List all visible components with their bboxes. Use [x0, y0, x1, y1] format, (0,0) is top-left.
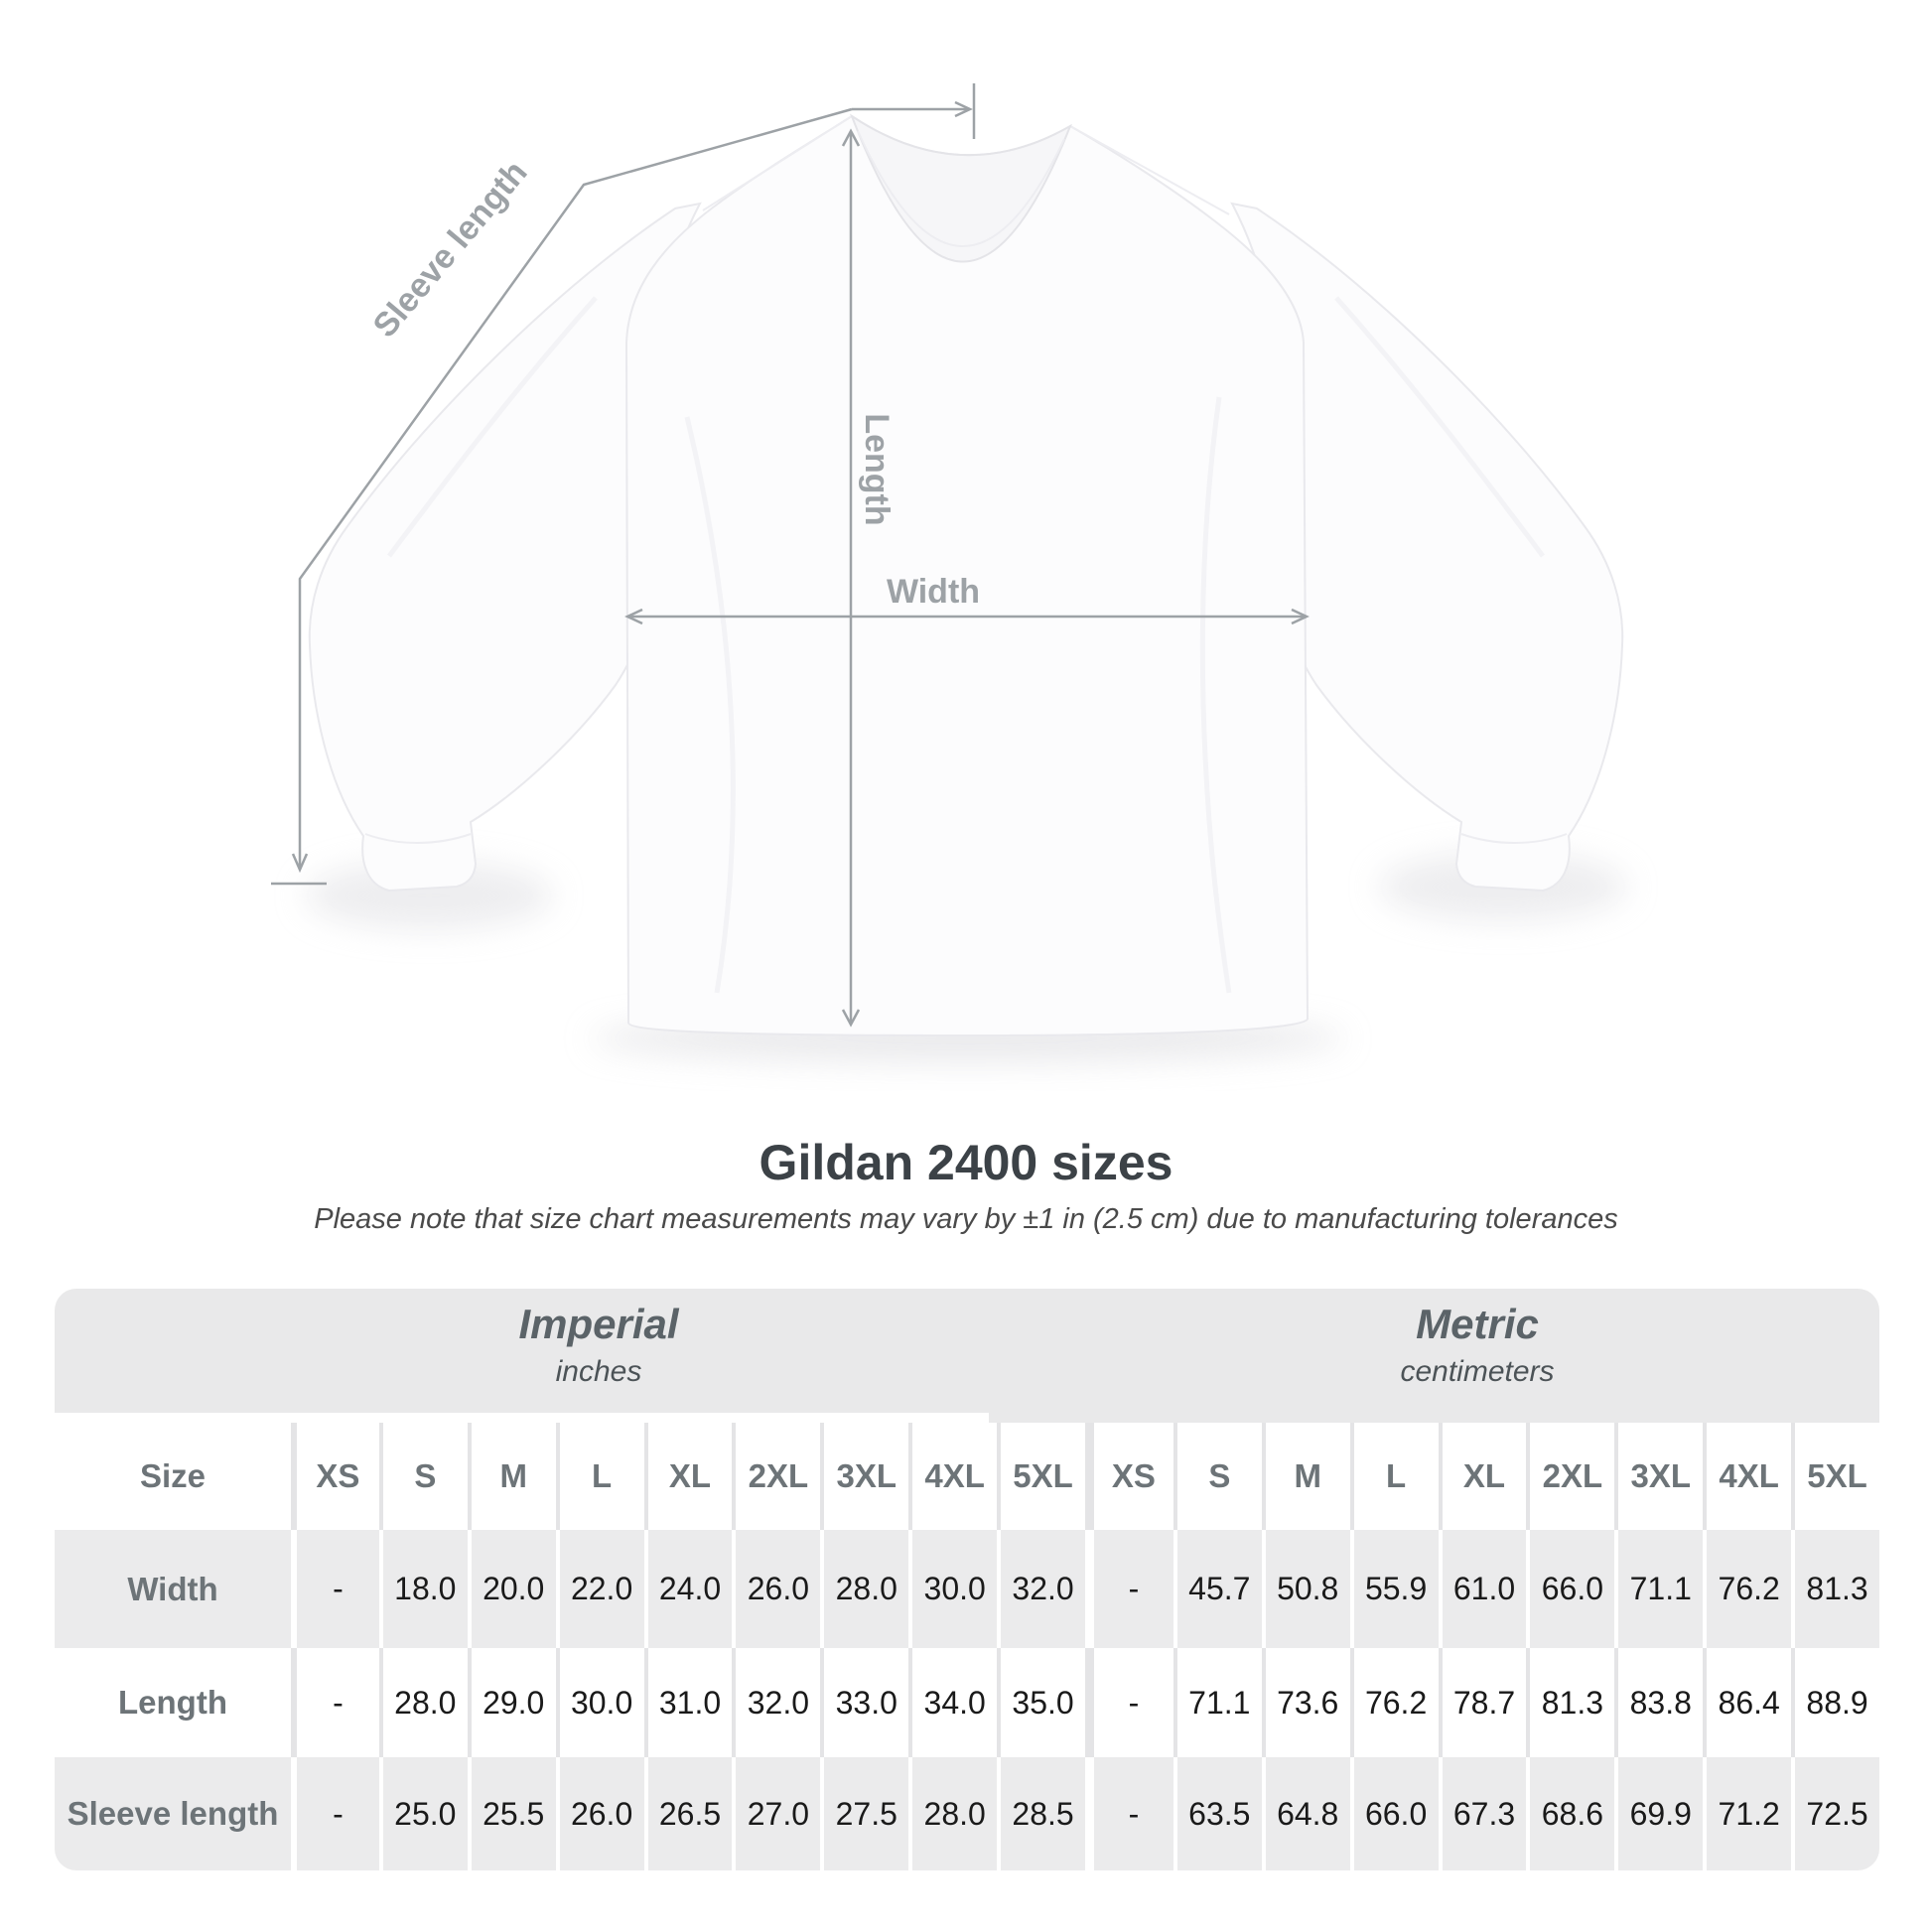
- value-cell: 71.2: [1703, 1757, 1791, 1870]
- value-cell: 66.0: [1350, 1757, 1439, 1870]
- metric-unit: centimeters: [1400, 1355, 1555, 1388]
- size-col: XS: [1111, 1457, 1156, 1494]
- size-col: 2XL: [748, 1457, 809, 1494]
- size-table: [55, 1289, 1879, 1870]
- value-cell: 32.0: [997, 1530, 1085, 1648]
- row-label: Sleeve length: [67, 1795, 279, 1832]
- size-col: 5XL: [1807, 1457, 1867, 1494]
- value-cell: 22.0: [556, 1530, 644, 1648]
- size-col: XL: [668, 1457, 712, 1494]
- value-cell: 86.4: [1703, 1648, 1791, 1757]
- value-cell: 81.3: [1791, 1530, 1879, 1648]
- value-cell: 28.0: [820, 1530, 908, 1648]
- value-cell: 61.0: [1439, 1530, 1527, 1648]
- table-row-sleeve-length: [55, 1757, 1879, 1870]
- imperial-unit: inches: [555, 1355, 642, 1388]
- value-cell: 88.9: [1791, 1648, 1879, 1757]
- value-cell: 69.9: [1614, 1757, 1703, 1870]
- value-cell: 71.1: [1173, 1648, 1262, 1757]
- size-col: XS: [316, 1457, 360, 1494]
- value-cell: 30.0: [556, 1648, 644, 1757]
- value-cell: 35.0: [997, 1648, 1085, 1757]
- table-row-length: [55, 1648, 1879, 1757]
- imperial-title: Imperial: [518, 1301, 679, 1347]
- size-col: L: [1386, 1457, 1407, 1494]
- value-cell: 64.8: [1262, 1757, 1350, 1870]
- value-cell: 31.0: [644, 1648, 733, 1757]
- row-label: Width: [127, 1570, 218, 1607]
- length-label: Length: [858, 413, 896, 526]
- value-cell: 28.0: [908, 1757, 997, 1870]
- size-header-row: [55, 1423, 1879, 1530]
- size-col: M: [499, 1457, 527, 1494]
- value-cell: 30.0: [908, 1530, 997, 1648]
- value-cell: 26.0: [732, 1530, 820, 1648]
- size-col: 4XL: [1719, 1457, 1779, 1494]
- size-col: 3XL: [836, 1457, 897, 1494]
- metric-title: Metric: [1416, 1301, 1539, 1347]
- size-col: 2XL: [1542, 1457, 1603, 1494]
- size-column-header: Size: [139, 1457, 207, 1494]
- value-cell: 24.0: [644, 1530, 733, 1648]
- value-cell: 76.2: [1350, 1648, 1439, 1757]
- metric-group-label: [1269, 1299, 1686, 1392]
- value-cell: -: [291, 1757, 379, 1870]
- size-col: 4XL: [924, 1457, 985, 1494]
- tolerance-note: Please note that size chart measurements may vary by ±1 in (2.5 cm) due to manufacturing tolerances: [314, 1203, 1618, 1235]
- value-cell: 29.0: [468, 1648, 556, 1757]
- unit-group-header: [55, 1289, 1879, 1423]
- value-cell: 28.5: [997, 1757, 1085, 1870]
- page-title: Gildan 2400 sizes: [759, 1135, 1173, 1190]
- value-cell: -: [291, 1530, 379, 1648]
- value-cell: 32.0: [732, 1648, 820, 1757]
- value-cell: 50.8: [1262, 1530, 1350, 1648]
- value-cell: 33.0: [820, 1648, 908, 1757]
- value-cell: 45.7: [1173, 1530, 1262, 1648]
- value-cell: 67.3: [1439, 1757, 1527, 1870]
- value-cell: 26.5: [644, 1757, 733, 1870]
- value-cell: 28.0: [379, 1648, 468, 1757]
- value-cell: 25.5: [468, 1757, 556, 1870]
- value-cell: 63.5: [1173, 1757, 1262, 1870]
- value-cell: 27.5: [820, 1757, 908, 1870]
- value-cell: 66.0: [1526, 1530, 1614, 1648]
- value-cell: 71.1: [1614, 1530, 1703, 1648]
- value-cell: -: [1085, 1648, 1173, 1757]
- row-label: Length: [118, 1684, 227, 1721]
- value-cell: -: [291, 1648, 379, 1757]
- value-cell: 20.0: [468, 1530, 556, 1648]
- value-cell: -: [1085, 1757, 1173, 1870]
- value-cell: 18.0: [379, 1530, 468, 1648]
- value-cell: 26.0: [556, 1757, 644, 1870]
- value-cell: 55.9: [1350, 1530, 1439, 1648]
- table-row-width: [55, 1530, 1879, 1648]
- value-cell: 78.7: [1439, 1648, 1527, 1757]
- value-cell: 34.0: [908, 1648, 997, 1757]
- value-cell: 27.0: [732, 1757, 820, 1870]
- size-col: 5XL: [1013, 1457, 1073, 1494]
- sleeve-length-label: Sleeve length: [365, 153, 535, 345]
- value-cell: 25.0: [379, 1757, 468, 1870]
- value-cell: 76.2: [1703, 1530, 1791, 1648]
- imperial-group-label: [390, 1299, 807, 1392]
- value-cell: -: [1085, 1530, 1173, 1648]
- size-col: S: [414, 1457, 437, 1494]
- value-cell: 68.6: [1526, 1757, 1614, 1870]
- value-cell: 81.3: [1526, 1648, 1614, 1757]
- size-col: XL: [1462, 1457, 1506, 1494]
- value-cell: 73.6: [1262, 1648, 1350, 1757]
- size-col: 3XL: [1630, 1457, 1692, 1494]
- value-cell: 83.8: [1614, 1648, 1703, 1757]
- size-col: S: [1208, 1457, 1231, 1494]
- value-cell: 72.5: [1791, 1757, 1879, 1870]
- width-label: Width: [886, 573, 981, 611]
- size-col: L: [592, 1457, 613, 1494]
- size-col: M: [1294, 1457, 1321, 1494]
